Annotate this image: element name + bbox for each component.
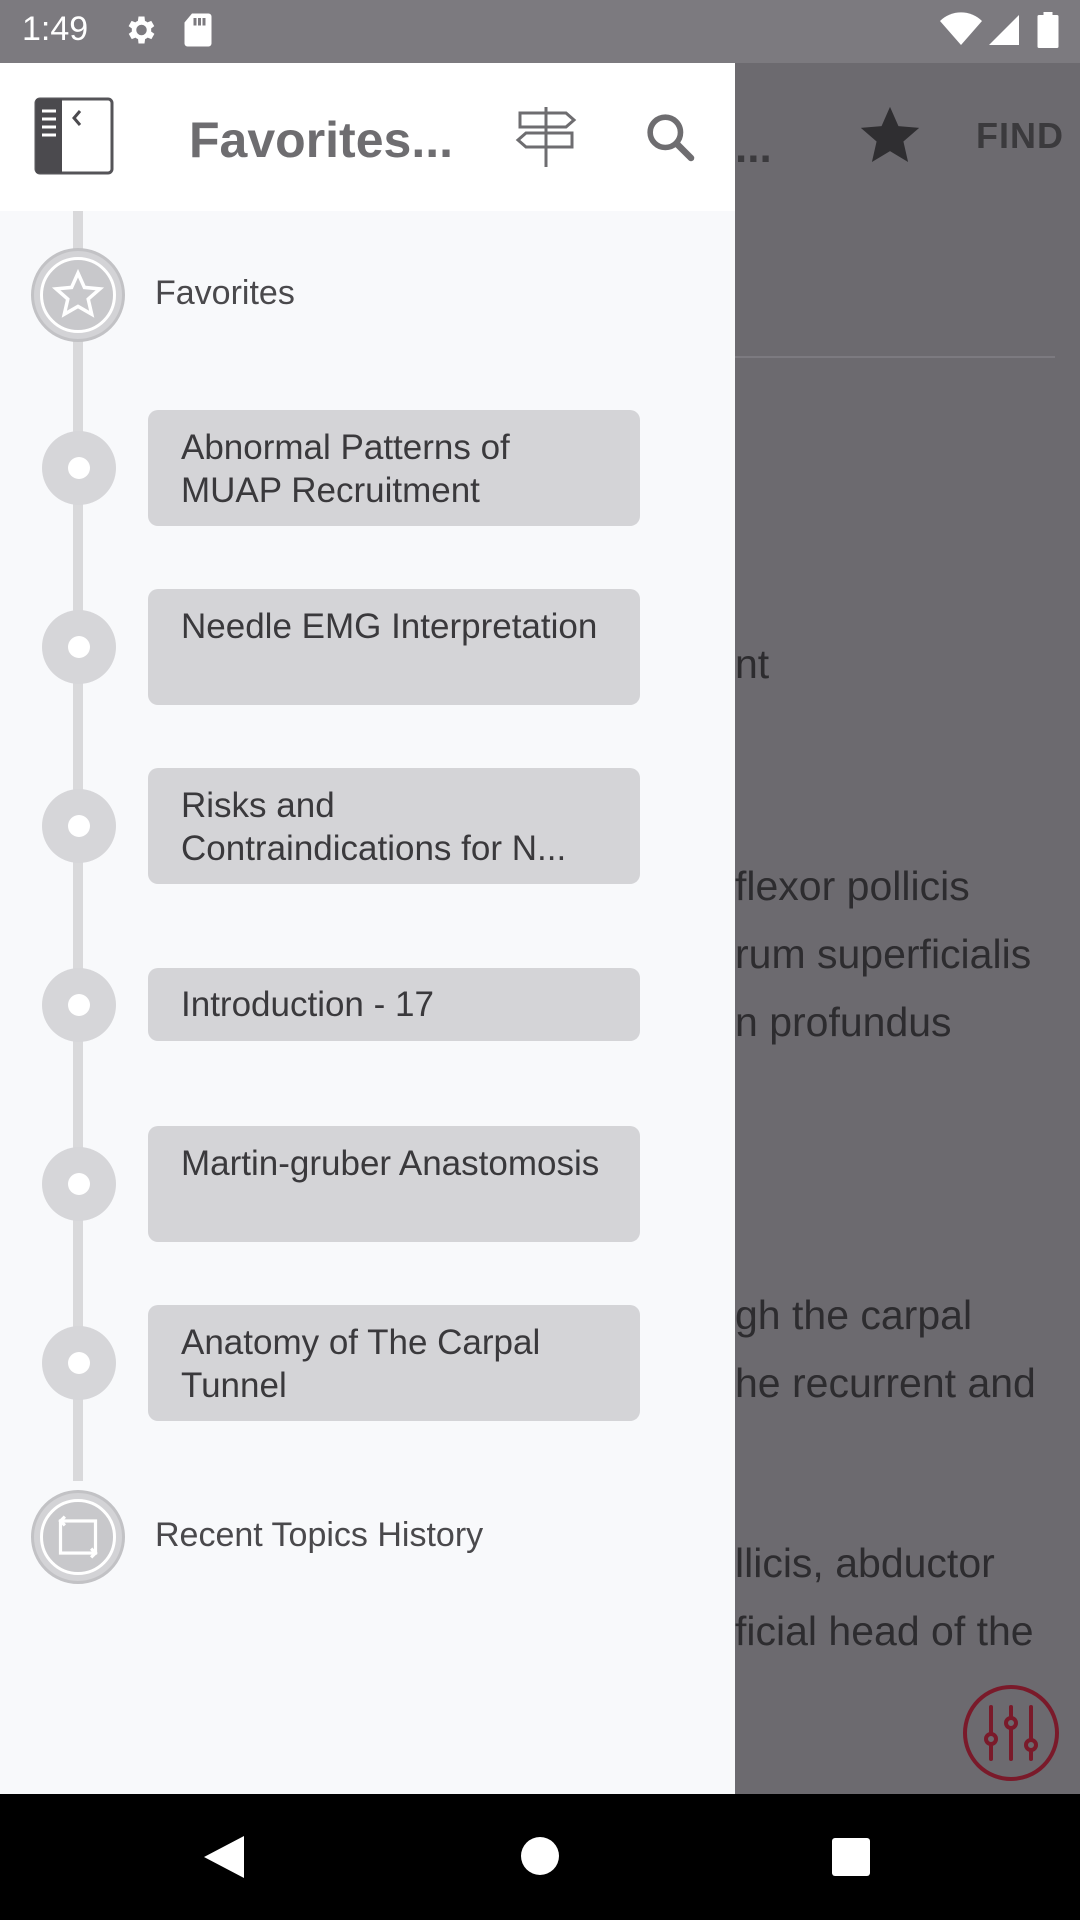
background-text: flexor pollicis [735,863,970,909]
background-title: ... [735,123,772,172]
timeline-node [42,610,116,684]
background-text: llicis, abductor [735,1540,995,1586]
favorite-item-label: Martin-gruber Anastomosis [181,1144,600,1183]
navigation-drawer [0,63,735,1794]
timeline-node [42,431,116,505]
recent-topics-section-label[interactable]: Recent Topics History [155,1516,484,1554]
background-divider [735,356,1055,358]
favorite-item-label: Abnormal Patterns of MUAP Recruitment [181,428,510,510]
timeline-node [42,968,116,1042]
favorites-section-label[interactable]: Favorites [155,274,295,312]
drawer-header [0,63,735,211]
signpost-icon[interactable] [512,103,580,171]
favorite-item-label: Anatomy of The Carpal Tunnel [181,1323,541,1405]
favorite-item-label: Risks and Contraindications for N... [181,786,567,868]
signal-icon [986,12,1022,48]
favorite-item[interactable] [148,410,640,526]
status-time: 1:49 [22,10,89,48]
background-text: nt [735,641,770,687]
background-text: he recurrent and [735,1360,1036,1406]
favorite-item[interactable] [148,968,640,1041]
search-icon[interactable] [642,109,698,165]
background-text: rum superficialis [735,931,1032,977]
wifi-icon [940,12,982,48]
background-text: gh the carpal [735,1292,973,1338]
favorites-node [31,248,125,342]
adjust-settings-button[interactable] [963,1685,1059,1781]
timeline-node [42,1326,116,1400]
gear-icon [122,12,158,48]
home-icon[interactable] [520,1836,560,1876]
collapse-drawer-icon[interactable] [34,97,114,177]
status-bar [0,0,1080,63]
star-icon[interactable] [855,101,925,171]
favorite-item-label: Introduction - 17 [181,985,434,1024]
drawer-title: Favorites... [189,112,453,168]
sliders-icon [967,1689,1055,1777]
system-navigation-bar [0,1794,1080,1920]
recent-topics-node [31,1490,125,1584]
favorite-item-label: Needle EMG Interpretation [181,607,598,646]
sd-card-icon [183,12,213,48]
background-text: ficial head of the [735,1608,1034,1654]
favorite-item[interactable] [148,589,640,705]
background-text: n profundus [735,999,952,1045]
recents-icon[interactable] [831,1837,871,1877]
favorite-item[interactable] [148,1305,640,1421]
favorite-item[interactable] [148,1126,640,1242]
star-icon [43,260,113,330]
battery-icon [1037,12,1059,48]
find-button[interactable]: FIND [976,115,1064,156]
timeline-node [42,789,116,863]
history-swap-icon [43,1502,113,1572]
timeline-node [42,1147,116,1221]
favorite-item[interactable] [148,768,640,884]
back-icon[interactable] [202,1834,246,1880]
